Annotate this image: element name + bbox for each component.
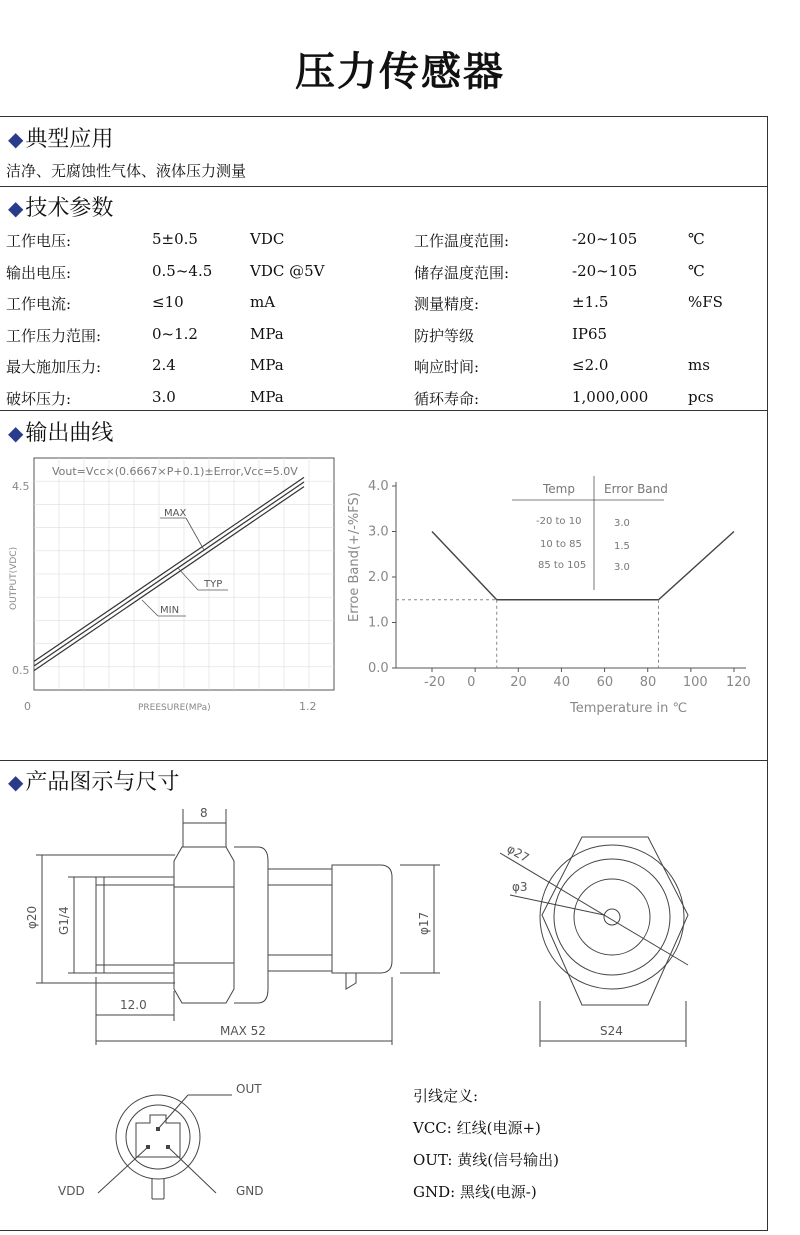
- chart2-xlabel: Temperature in ℃: [570, 701, 688, 716]
- error-band-chart: [347, 476, 751, 716]
- pin-out: [156, 1127, 160, 1131]
- dim-max52: MAX 52: [220, 1024, 266, 1038]
- spec-value: 5±0.5: [152, 230, 198, 248]
- chart2-ytick: 2.0: [368, 570, 389, 585]
- spec-value: -20~105: [572, 230, 638, 248]
- max-leader: [186, 518, 204, 550]
- cable-neck: [268, 869, 332, 971]
- table-cell: 3.0: [614, 562, 630, 573]
- typ-leader: [178, 568, 198, 590]
- spec-unit: ms: [688, 356, 710, 374]
- dimensions-heading-text: 产品图示与尺寸: [25, 770, 180, 795]
- pin-def-line: GND: 黑线(电源-): [413, 1183, 537, 1201]
- section-divider: [0, 410, 768, 411]
- application-heading-text: 典型应用: [25, 127, 114, 152]
- chart1-ylabel: OUTPUT(VDC): [9, 546, 19, 610]
- min-leader: [142, 600, 158, 616]
- spec-unit: VDC: [250, 230, 285, 248]
- chart1-xtick-max: 1.2: [299, 700, 317, 713]
- specs-heading: [8, 191, 113, 222]
- spec-value: 2.4: [152, 356, 176, 374]
- chart1-xlabel: PREESURE(MPa): [138, 703, 211, 713]
- connector-socket: [136, 1115, 180, 1157]
- pin-vdd: [146, 1145, 150, 1149]
- specs-heading-text: 技术参数: [25, 196, 114, 221]
- spec-label: 防护等级: [414, 326, 475, 345]
- diamond-icon: ◆: [8, 196, 24, 220]
- dim-dia20: φ20: [25, 905, 39, 929]
- pin-def-line: OUT: 黄线(信号输出): [413, 1151, 559, 1169]
- chart2-xtick: 40: [553, 675, 570, 690]
- spec-label: 输出电压:: [6, 263, 72, 282]
- spec-value: 0~1.2: [152, 324, 198, 343]
- table-cell: 85 to 105: [538, 560, 587, 571]
- spec-label: 循环寿命:: [414, 389, 480, 408]
- section-divider: [0, 186, 768, 187]
- diamond-icon: ◆: [8, 421, 24, 445]
- curves-heading-text: 输出曲线: [25, 421, 114, 446]
- dimensions-heading: [8, 765, 179, 796]
- thread-body: [96, 877, 174, 973]
- typ-label: TYP: [204, 579, 223, 590]
- chart1-xtick-min: 0: [24, 700, 31, 713]
- spec-label: 测量精度:: [414, 295, 480, 313]
- spec-value: ±1.5: [572, 293, 609, 311]
- spec-label: 最大施加压力:: [6, 358, 102, 376]
- chart1-title: Vout=Vcc×(0.6667×P+0.1)±Error,Vcc=5.0V: [52, 465, 298, 478]
- chart2-ytick: 0.0: [368, 661, 389, 676]
- output-chart: [9, 458, 334, 713]
- spec-unit: pcs: [688, 387, 714, 406]
- chart2-xtick: 0: [467, 675, 476, 690]
- hex-nut: [174, 847, 234, 1003]
- chart2-xtick: -20: [424, 675, 446, 690]
- spec-value: 1,000,000: [572, 387, 649, 406]
- charts-svg: [0, 450, 768, 730]
- diamond-icon: ◆: [8, 770, 24, 794]
- spec-value: 3.0: [152, 387, 176, 406]
- dim-width-top: 8: [200, 806, 208, 820]
- section-divider: [0, 760, 768, 761]
- connector-latch: [346, 973, 356, 989]
- chart2-xtick: 80: [639, 675, 657, 690]
- chart2-ytick: 1.0: [368, 615, 389, 631]
- spec-unit: ℃: [688, 261, 705, 280]
- pin-vdd-label: VDD: [58, 1184, 85, 1198]
- dim-dia17: φ17: [417, 911, 431, 935]
- chart1-ytick-min: 0.5: [12, 664, 30, 677]
- chart2-xtick: 120: [726, 675, 751, 690]
- spec-unit: VDC @5V: [250, 261, 325, 280]
- chart1-ytick-max: 4.5: [12, 480, 30, 493]
- application-text: 洁净、无腐蚀性气体、液体压力测量: [6, 162, 247, 180]
- table-header-band: Error Band: [604, 482, 668, 496]
- dim-thread: G1/4: [57, 906, 71, 935]
- connector-body: [332, 865, 392, 973]
- spec-value: -20~105: [572, 261, 638, 280]
- pin-gnd-label: GND: [236, 1184, 264, 1198]
- pin-out-label: OUT: [236, 1082, 262, 1096]
- pin-def-heading: 引线定义:: [413, 1087, 479, 1105]
- spec-label: 破坏压力:: [6, 389, 72, 408]
- spec-unit: ℃: [688, 230, 705, 248]
- spec-label: 工作压力范围:: [6, 326, 102, 345]
- table-cell: 10 to 85: [540, 539, 582, 550]
- dim-s24: S24: [600, 1024, 623, 1038]
- spec-unit: %FS: [688, 293, 723, 311]
- chart2-xtick: 100: [682, 675, 708, 690]
- curves-heading: [8, 416, 113, 447]
- pin-def-line: VCC: 红线(电源+): [413, 1119, 541, 1137]
- dim-len12: 12.0: [120, 998, 147, 1012]
- spec-value: 0.5~4.5: [152, 261, 213, 280]
- spec-label: 工作电压:: [6, 232, 72, 250]
- table-cell: 3.0: [614, 518, 630, 529]
- connector-outline: [116, 1095, 200, 1179]
- table-cell: 1.5: [614, 541, 630, 552]
- outer-circle: [540, 845, 684, 989]
- table-header-temp: Temp: [543, 482, 575, 496]
- spec-label: 工作温度范围:: [414, 232, 510, 250]
- pin-gnd: [166, 1145, 170, 1149]
- spec-value: ≤10: [152, 293, 184, 311]
- spec-unit: MPa: [250, 324, 284, 343]
- dimension-drawing: [0, 795, 768, 1225]
- dim-dia27: φ27: [504, 841, 532, 866]
- table-cell: -20 to 10: [536, 516, 582, 527]
- spec-unit: MPa: [250, 387, 284, 406]
- dim-dia3: φ3: [512, 880, 528, 894]
- chart2-xtick: 60: [596, 675, 614, 690]
- spec-value: ≤2.0: [572, 356, 609, 374]
- spec-label: 储存温度范围:: [414, 263, 510, 282]
- spec-unit: mA: [250, 293, 276, 311]
- spec-label: 工作电流:: [6, 295, 72, 313]
- page-title: 压力传感器: [295, 49, 505, 95]
- chart2-ytick: 3.0: [368, 524, 389, 540]
- spec-unit: MPa: [250, 356, 284, 374]
- flange: [234, 847, 268, 1003]
- diamond-icon: ◆: [8, 127, 24, 151]
- min-label: MIN: [160, 605, 180, 616]
- chart2-ytick: 4.0: [368, 479, 389, 494]
- chart2-xtick: 20: [510, 675, 527, 690]
- application-heading: [8, 122, 113, 153]
- spec-value: IP65: [572, 324, 608, 343]
- max-label: MAX: [164, 508, 187, 519]
- spec-label: 响应时间:: [414, 358, 480, 376]
- series-line-max: [34, 477, 304, 661]
- chart2-ylabel: Erroe Band(+/-%FS): [347, 492, 362, 622]
